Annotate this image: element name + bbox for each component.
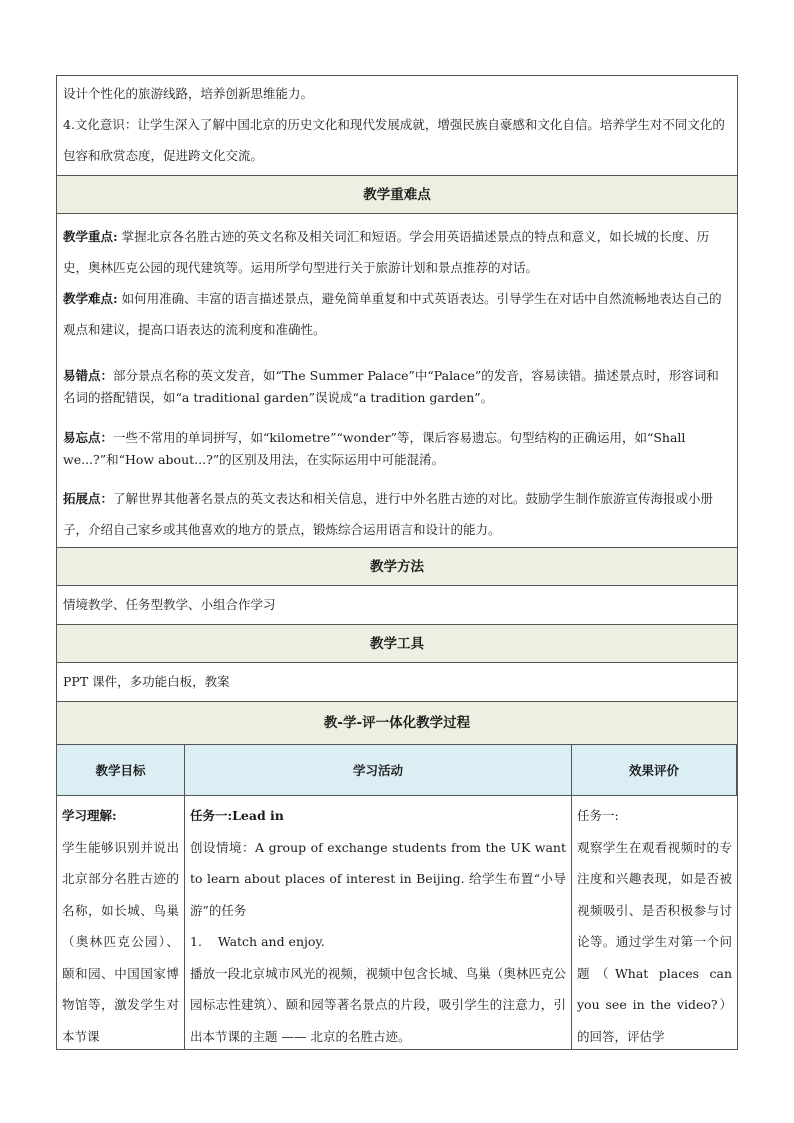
objectives-section [56, 75, 738, 175]
difficulty-label: 教学难点: [63, 291, 118, 306]
forget-text: 一些不常用的单词拼写，如“kilometre”“wonder”等，课后容易遗忘。句型结构的正确运用，如“Shall we...?”和“How about...?”的区别及用法，在实际运用中可能混淆。 [63, 430, 686, 467]
error-text: 部分景点名称的英文发音，如“The Summer Palace”中“Palace”的发音，容易读错。描述景点时，形容词和名词的搭配错误，如“a traditional garden”误说成“a tradition garden”。 [63, 368, 719, 405]
forget-label: 易忘点： [63, 430, 114, 445]
methods-header: 教学方法 [56, 547, 738, 585]
focus-text: 掌握北京各名胜古迹的英文名称及相关词汇和短语。学会用英语描述景点的特点和意义，如长城的长度、历史，奥林匹克公园的现代建筑等。运用所学句型进行关于旅游计划和景点推荐的对话。 [63, 229, 710, 275]
lesson-plan-page [56, 75, 738, 1050]
objectives-line-1: 设计个性化的旅游线路，培养创新思维能力。 [63, 86, 314, 101]
column-header-activity: 学习活动 [185, 745, 572, 796]
eval-title: 任务一: [577, 808, 619, 823]
extend-text: 了解世界其他著名景点的英文表达和相关信息，进行中外名胜古迹的对比。鼓励学生制作旅游宣传海报或小册子，介绍自己家乡或其他喜欢的地方的景点，锻炼综合运用语言和设计的能力。 [63, 491, 714, 537]
tools-section [56, 662, 738, 701]
difficulty-text: 如何用准确、丰富的语言描述景点，避免简单重复和中式英语表达。引导学生在对话中自然流畅地表达自己的观点和建议，提高口语表达的流利度和准确性。 [63, 291, 722, 337]
goal-label: 学习理解: [62, 808, 117, 823]
extend-label: 拓展点： [63, 491, 114, 506]
objectives-text [57, 76, 737, 175]
difficulty-paragraph [63, 283, 731, 345]
goal-text: 学生能够识别并说出北京部分名胜古迹的名称，如长城、鸟巢（奥林匹克公园）、颐和园、中国国家博物馆等，激发学生对本节课 [62, 839, 179, 1044]
process-table [56, 744, 738, 1050]
activity-step-1-text: 播放一段北京城市风光的视频，视频中包含长城、鸟巢（奥林匹克公园标志性建筑）、颐和园等著名景点的片段，吸引学生的注意力，引出本节课的主题 —— 北京的名胜古迹。 [190, 965, 566, 1044]
activity-cell [185, 796, 572, 1049]
tools-header: 教学工具 [56, 624, 738, 662]
methods-section [56, 585, 738, 624]
objectives-line-2: 4.文化意识：让学生深入了解中国北京的历史文化和现代发展成就，增强民族自豪感和文化自信。培养学生对不同文化的包容和欣赏态度，促进跨文化交流。 [63, 117, 725, 163]
error-label: 易错点： [63, 368, 114, 383]
column-header-eval: 效果评价 [572, 745, 737, 796]
eval-text: 观察学生在观看视频时的专注度和兴趣表现，如是否被视频吸引、是否积极参与讨论等。通过学生对第一个问题（What places can you see in the video?）的回答，评估学 [577, 839, 732, 1044]
key-points-header: 教学重难点 [56, 175, 738, 213]
extend-paragraph [63, 483, 731, 547]
goal-cell [57, 796, 185, 1049]
tools-text: PPT 课件，多功能白板，教案 [63, 674, 230, 689]
process-header: 教-学-评一体化教学过程 [56, 701, 738, 744]
column-header-goal: 教学目标 [57, 745, 185, 796]
key-points-section [56, 213, 738, 547]
methods-text: 情境教学、任务型教学、小组合作学习 [63, 597, 276, 612]
focus-paragraph [63, 221, 731, 283]
activity-step-1: 1. Watch and enjoy. [190, 934, 325, 949]
eval-cell [572, 796, 737, 1049]
focus-label: 教学重点: [63, 229, 118, 244]
activity-intro: 创设情境：A group of exchange students from the UK want to learn about places of interest in Beijing. 给学生布置“小导游”的任务 [190, 839, 566, 918]
error-paragraph [63, 365, 731, 409]
task-title: 任务一:Lead in [190, 808, 284, 823]
forget-paragraph [63, 427, 731, 471]
